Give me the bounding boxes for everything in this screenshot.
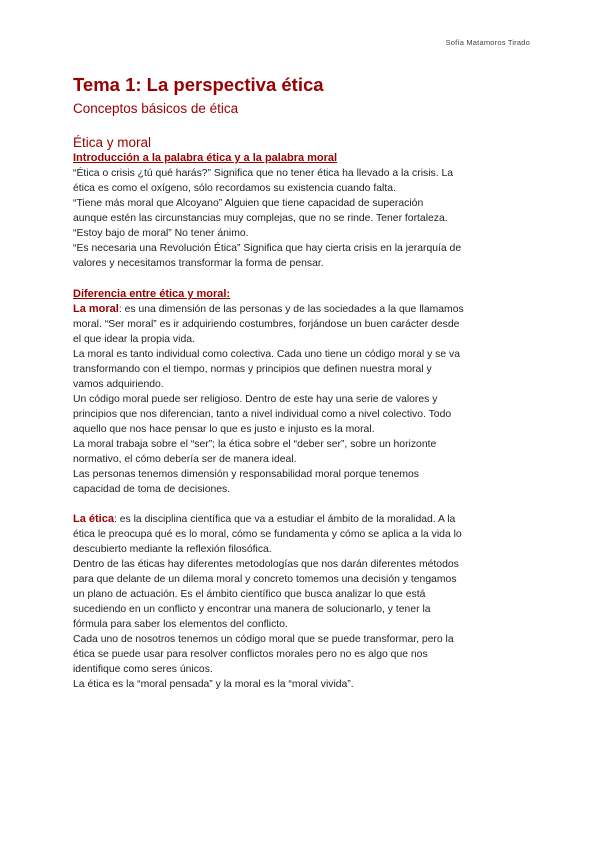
text-line: principios que nos diferencian, tanto a nivel individual como a nivel colectivo. Todo <box>73 409 452 420</box>
text-line: Las personas tenemos dimensión y responsabilidad moral porque tenemos <box>73 469 419 480</box>
text-line: transformando con el tiempo, normas y principios que definen nuestra moral y <box>73 364 432 375</box>
text-line: descubierto mediante la reflexión filosófica. <box>73 544 272 555</box>
text-line: La ética es la “moral pensada” y la moral es la “moral vivida”. <box>73 679 354 690</box>
paragraph-spacer <box>73 497 533 512</box>
text-line: aunque estén las circunstancias muy complejas, que no se rinde. Tener fortaleza. <box>73 213 448 224</box>
text-line <box>73 512 533 527</box>
text-line: vamos adquiriendo. <box>73 379 164 390</box>
moral-paragraph <box>73 302 533 497</box>
text-line: ética se puede usar para resolver conflictos morales pero no es algo que nos <box>73 649 428 660</box>
intro-paragraph <box>73 166 533 271</box>
text-line: Dentro de las éticas hay diferentes metodologías que nos darán diferentes métodos <box>73 559 459 570</box>
document-subtitle: Conceptos básicos de ética <box>73 101 239 116</box>
difference-heading-colon: : <box>226 288 231 300</box>
moral-definition-start: : es una dimensión de las personas y de las sociedades a la que llamamos <box>118 304 464 315</box>
difference-heading <box>73 287 533 302</box>
text-line: ética es como el oxígeno, sólo recordamos su existencia cuando falta. <box>73 183 396 194</box>
text-line: el que idear la propia vida. <box>73 334 195 345</box>
moral-term: La moral <box>73 303 119 315</box>
document-body <box>73 74 533 692</box>
document-title: Tema 1: La perspectiva ética <box>73 74 324 95</box>
text-line: un plano de actuación. Es el ámbito científico que busca analizar lo que está <box>73 589 426 600</box>
text-line: aquello que nos hace pensar lo que es justo e injusto es la moral. <box>73 424 375 435</box>
ethics-paragraph <box>73 512 533 692</box>
text-line: para que delante de un dilema moral y concreto tomemos una decisión y tengamos <box>73 574 457 585</box>
difference-heading-text: Diferencia entre ética y moral <box>73 288 227 300</box>
text-line <box>73 302 533 317</box>
text-line: normativo, el cómo debería ser de manera ideal. <box>73 454 297 465</box>
ethics-definition-start: : es la disciplina científica que va a estudiar el ámbito de la moralidad. A la <box>113 514 456 525</box>
text-line: moral. “Ser moral” es ir adquiriendo costumbres, forjándose un buen carácter desde <box>73 319 460 330</box>
text-line: “Es necesaria una Revolución Ética” Significa que hay cierta crisis en la jerarquía de <box>73 243 462 254</box>
text-line: ética le preocupa qué es lo moral, cómo se fundamenta y cómo se aplica a la vida lo <box>73 529 462 540</box>
section-heading: Ética y moral <box>73 135 152 150</box>
text-line: “Tiene más moral que Alcoyano” Alguien que tiene capacidad de superación <box>73 198 424 209</box>
text-line: La moral es tanto individual como colectiva. Cada uno tiene un código moral y se va <box>73 349 460 360</box>
ethics-term: La ética <box>73 513 114 525</box>
intro-heading: Introducción a la palabra ética y a la palabra moral <box>73 152 338 164</box>
text-line: sucediendo en un conflicto y encontrar una manera de solucionarlo, y tener la <box>73 604 431 615</box>
text-line: valores y necesitamos transformar la forma de pensar. <box>73 258 324 269</box>
text-line: “Estoy bajo de moral” No tener ánimo. <box>73 228 249 239</box>
author-name: Sofía Matamoros Tirado <box>445 38 530 47</box>
text-line: fórmula para saber los elementos del conflicto. <box>73 619 288 630</box>
text-line: capacidad de toma de decisiones. <box>73 484 231 495</box>
text-line: Cada uno de nosotros tenemos un código moral que se puede transformar, pero la <box>73 634 454 645</box>
text-line: Un código moral puede ser religioso. Dentro de este hay una serie de valores y <box>73 394 438 405</box>
text-line: identifique como seres únicos. <box>73 664 213 675</box>
text-line: “Ética o crisis ¿tú qué harás?” Significa que no tener ética ha llevado a la crisis. La <box>73 168 454 179</box>
text-line: La moral trabaja sobre el “ser”; la ética sobre el “deber ser”, sobre un horizonte <box>73 439 437 450</box>
